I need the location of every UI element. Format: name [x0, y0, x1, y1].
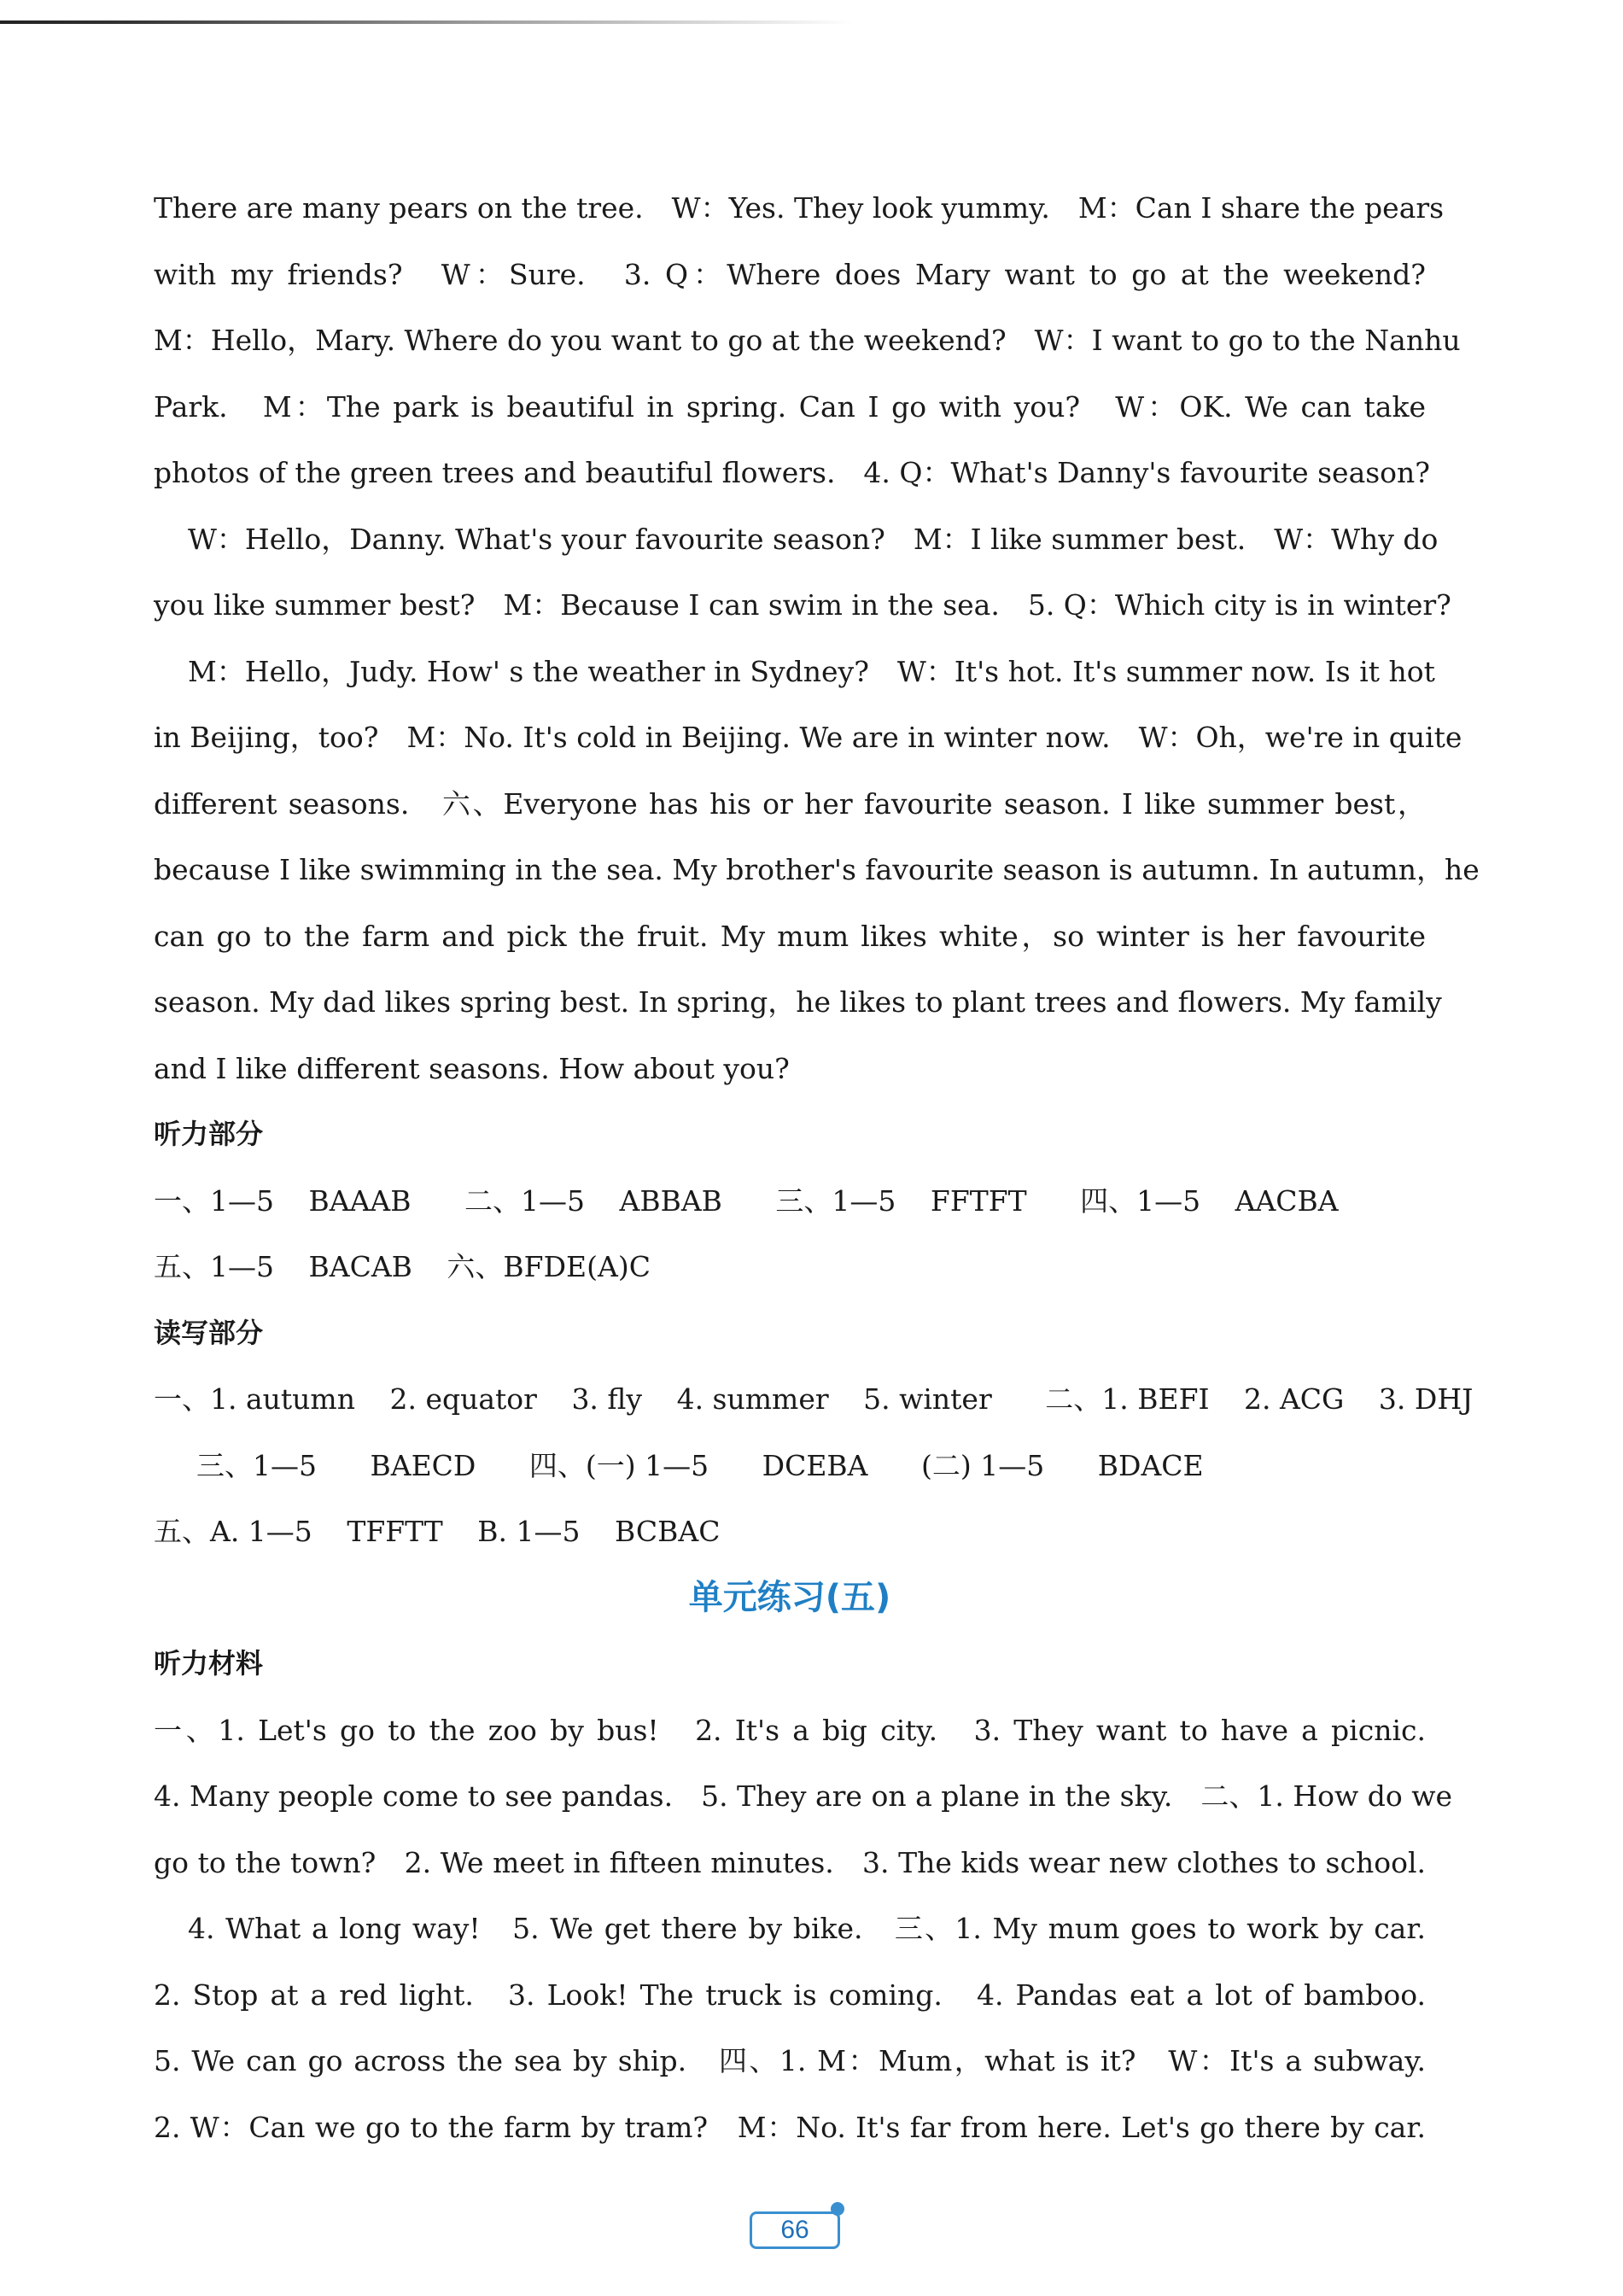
material-line: go to the town? 2. We meet in fifteen minutes. 3. The kids wear new clothes to school.: [154, 1845, 1426, 1879]
material-heading: 听力材料: [154, 1647, 264, 1680]
text-line: and I like different seasons. How about you?: [154, 1051, 790, 1085]
text-line: W：Hello，Danny. What's your favourite season? M：I like summer best. W：Why do: [188, 522, 1439, 556]
answer-value: BAECD: [370, 1448, 476, 1482]
text-line: because I like swimming in the sea. My brother's favourite season is autumn. In autumn，he: [154, 853, 1480, 886]
text-line: different seasons. 六、Everyone has his or her favourite season. I like summer best，: [154, 786, 1426, 821]
unit-title: 单元练习(五): [688, 1577, 891, 1617]
answer-label: 五、1—5: [154, 1250, 274, 1283]
answer-label: 四、1—5: [1080, 1183, 1201, 1218]
text-line: with my friends? W：Sure. 3. Q：Where does Mary want to go at the weekend?: [154, 257, 1426, 291]
answer-item: 2. equator: [389, 1382, 537, 1416]
answer-item: 4. summer: [676, 1382, 829, 1416]
answer-label: 三、1—5: [196, 1448, 317, 1482]
material-line: 5. We can go across the sea by ship. 四、1. M：Mum，what is it? W：It's a subway.: [154, 2044, 1426, 2077]
answer-value: ABBAB: [619, 1183, 722, 1218]
answer-item: 二、1. BEFI: [1045, 1382, 1210, 1416]
material-line: 4. Many people come to see pandas. 5. They are on a plane in the sky. 二、1. How do we: [154, 1779, 1452, 1813]
listening-answers-row-1: [154, 1168, 1426, 1235]
answer-value: AACBA: [1235, 1183, 1339, 1218]
answer-label: (二) 1—5: [921, 1448, 1045, 1482]
material-line: 2. W：Can we go to the farm by tram? M：No. It's far from here. Let's go there by car.: [154, 2110, 1426, 2144]
answer-value: DCEBA: [762, 1448, 868, 1482]
text-line: you like summer best? M：Because I can swim in the sea. 5. Q：Which city is in winter?: [154, 588, 1451, 622]
text-line: photos of the green trees and beautiful flowers. 4. Q：What's Danny's favourite season?: [154, 456, 1430, 489]
answer-value: TFFTT: [347, 1515, 443, 1548]
answer-value: BAAAB: [308, 1183, 412, 1218]
answer-label: B. 1—5: [477, 1515, 581, 1548]
text-line: M：Hello，Judy. How' s the weather in Sydney? W：It's hot. It's summer now. Is it hot: [188, 654, 1435, 688]
page-number: 66: [780, 2216, 809, 2244]
answer-label: 二、1—5: [464, 1183, 585, 1218]
material-line: 4. What a long way! 5. We get there by bike. 三、1. My mum goes to work by car.: [188, 1912, 1426, 1945]
answer-value: BCBAC: [615, 1515, 721, 1548]
answer-label: 三、1—5: [775, 1183, 896, 1218]
answer-value: BDACE: [1097, 1448, 1204, 1482]
reading-answers-row-2: [154, 1433, 1426, 1499]
top-rule: [0, 20, 854, 24]
answer-item: 一、1. autumn: [154, 1382, 355, 1416]
answer-item: 5. winter: [863, 1382, 992, 1416]
answer-value: 六、BFDE(A)C: [447, 1250, 651, 1283]
text-line: M：Hello，Mary. Where do you want to go at the weekend? W：I want to go to the Nanhu: [154, 324, 1461, 357]
listening-answers-row-2: [154, 1234, 1426, 1300]
material-line: 一、1. Let's go to the zoo by bus! 2. It's a big city. 3. They want to have a picnic.: [154, 1713, 1426, 1747]
reading-heading: 读写部分: [154, 1316, 264, 1349]
text-line: season. My dad likes spring best. In spring，he likes to plant trees and flowers. My family: [154, 985, 1442, 1019]
reading-answers-row-3: [154, 1499, 1426, 1565]
material-line: 2. Stop at a red light. 3. Look! The truck is coming. 4. Pandas eat a lot of bamboo.: [154, 1978, 1426, 2012]
text-line: There are many pears on the tree. W：Yes. They look yummy. M：Can I share the pears: [154, 191, 1445, 225]
answer-value: BACAB: [308, 1250, 412, 1283]
answer-item: 3. fly: [571, 1382, 643, 1416]
apple-icon: [831, 2202, 844, 2216]
listening-heading: 听力部分: [154, 1118, 264, 1150]
page-content: [154, 175, 1480, 2160]
answer-item: 2. ACG: [1244, 1382, 1345, 1416]
answer-label: 四、(一) 1—5: [528, 1448, 709, 1482]
text-line: can go to the farm and pick the fruit. My mum likes white，so winter is her favourite: [154, 919, 1426, 953]
page-number-badge: [750, 2211, 840, 2249]
reading-answers-row-1: [154, 1366, 1474, 1433]
answer-item: 3. DHJ: [1378, 1382, 1474, 1416]
answer-label: 一、1—5: [154, 1183, 274, 1218]
text-line: in Beijing，too? M：No. It's cold in Beijing. We are in winter now. W：Oh，we're in quite: [154, 721, 1462, 754]
answer-label: 五、A. 1—5: [154, 1515, 312, 1548]
answer-value: FFTFT: [930, 1183, 1027, 1218]
text-line: Park. M：The park is beautiful in spring. Can I go with you? W：OK. We can take: [154, 389, 1426, 424]
